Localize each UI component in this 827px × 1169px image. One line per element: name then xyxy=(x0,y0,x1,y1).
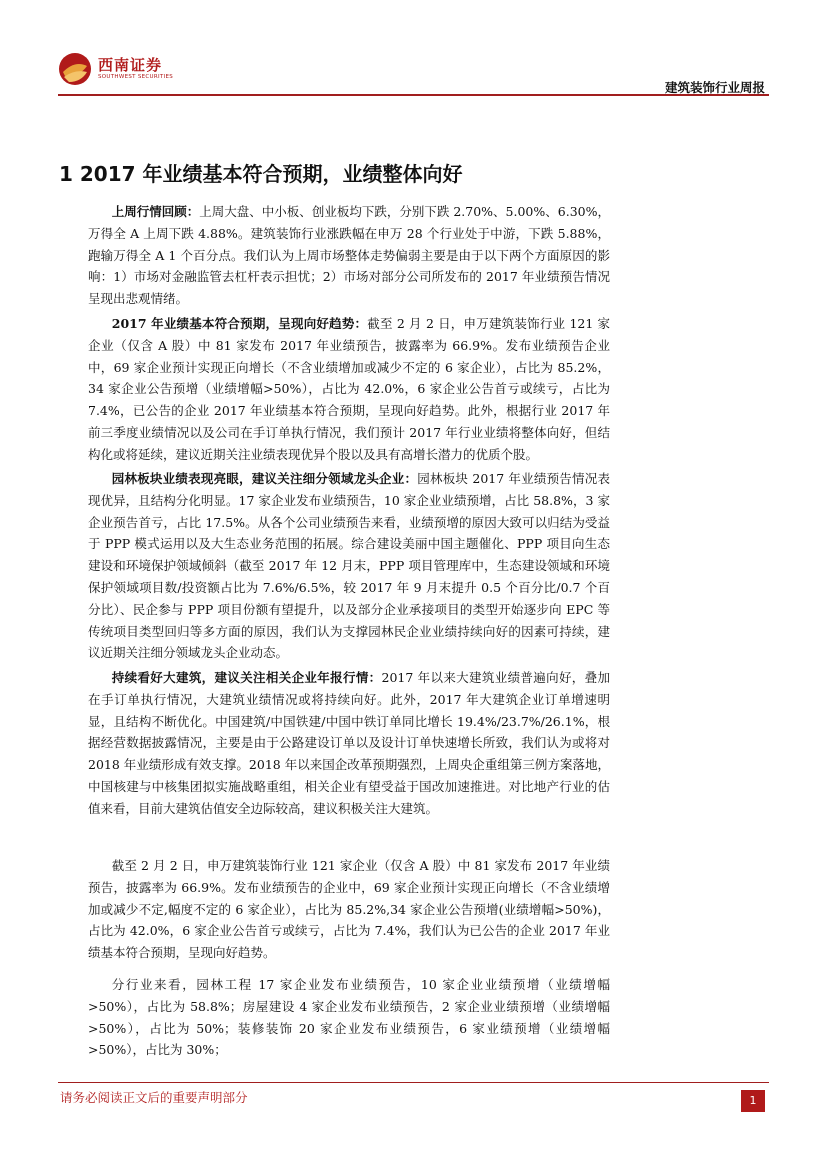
paragraph-lead: 园林板块业绩表现亮眼，建议关注细分领域龙头企业： xyxy=(111,471,418,486)
paragraph-lead: 2017 年业绩基本符合预期，呈现向好趋势： xyxy=(111,316,368,331)
paragraph-body: 园林板块 2017 年业绩预告情况表现优异，且结构分化明显。17 家企业发布业绩预告，10 家企业业绩预增，占比 58.8%，3 家企业预告首亏，占比 17.5%。从各个公司业绩预告来看，业绩预增的原因大致可以归结为受益于 PPP 模式运用以及大生态业务范围的拓展。综合建设美丽中国主题催化、PPP 项目向生态建设和环境保护领域倾斜（截至 2017 年 12 月末，PPP 项目管理库中，生态建设领域和环境保护领域项目数/投资额占比为 7.6%/6.5%，较 2017 年 9 月末提升 0.5 个百分比/0.7 个百分比）、民企参与 PPP 项目份额有望提升，以及部分企业承接项目的类型开始逐步向 EPC 等传统项目类型回归等多方面的原因，我们认为支撑园林民企业业绩持续向好的因素可持续，建议近期关注细分领域龙头企业动态。 xyxy=(88,471,610,661)
logo-text-cn: 西南证券 xyxy=(98,56,163,74)
page-number-badge: 1 xyxy=(741,1090,765,1112)
report-title: 建筑装饰行业周报 xyxy=(664,80,765,95)
paragraph-lead: 持续看好大建筑，建议关注相关企业年报行情： xyxy=(111,670,382,685)
paragraph-market-review xyxy=(88,201,610,310)
logo-emblem-icon xyxy=(58,52,92,86)
paragraph-sub-industry xyxy=(88,974,610,1061)
paragraph-earnings-outlook xyxy=(88,313,610,466)
header-divider xyxy=(58,94,769,96)
paragraph-disclosure-summary xyxy=(88,855,610,964)
paragraph-body: 截至 2 月 2 日，申万建筑装饰行业 121 家企业（仅含 A 股）中 81 家发布 2017 年业绩预告，披露率为 66.9%。发布业绩预告的企业中，69 家企业预计实现正向增长（不含业绩增加或减少不定,幅度不定的 6 家企业），占比为 85.2%,34 家企业公告预增(业绩增幅>50%)，占比为 42.0%，6 家企业公告首亏或续亏，占比为 7.4%，我们认为已公告的企业 2017 年业绩基本符合预期，呈现向好趋势。 xyxy=(88,858,610,961)
company-logo xyxy=(58,50,178,86)
paragraph-body: 分行业来看，园林工程 17 家企业发布业绩预告，10 家企业业绩预增（业绩增幅>50%），占比为 58.8%；房屋建设 4 家企业发布业绩预告，2 家企业业绩预增（业绩增幅>50%），占比为 50%；装修装饰 20 家企业发布业绩预告，6 家业绩预增（业绩增幅>50%），占比为 30%； xyxy=(88,977,610,1058)
footer-divider xyxy=(58,1082,769,1083)
paragraph-lead: 上周行情回顾： xyxy=(111,204,200,219)
paragraph-body: 2017 年以来大建筑业绩普遍向好，叠加在手订单执行情况，大建筑业绩情况或将持续向好。此外，2017 年大建筑企业订单增速明显，且结构不断优化。中国建筑/中国铁建/中国中铁订单同比增长 19.4%/23.7%/26.1%，根据经营数据披露情况，主要是由于公路建设订单以及设计订单快速增长所致，我们认为或将对 2018 年业绩形成有效支撑。2018 年以来国企改革预期强烈，上周央企重组第三例方案落地，中国核建与中核集团拟实施战略重组，相关企业有望受益于国改加速推进。对比地产行业的估值来看，目前大建筑估值安全边际较高，建议积极关注大建筑。 xyxy=(88,670,610,816)
paragraph-landscape-sector xyxy=(88,468,610,664)
paragraph-big-construction xyxy=(88,667,610,820)
paragraph-body: 上周大盘、中小板、创业板均下跌，分别下跌 2.70%、5.00%、6.30%，万得全 A 上周下跌 4.88%。建筑装饰行业涨跌幅在申万 28 个行业处于中游，下跌 5.88%，跑输万得全 A 1 个百分点。我们认为上周市场整体走势偏弱主要是由于以下两个方面原因的影响：1）市场对金融监管去杠杆表示担忧；2）市场对部分公司所发布的 2017 年业绩预告情况呈现出悲观情绪。 xyxy=(88,204,610,307)
paragraph-body: 截至 2 月 2 日，申万建筑装饰行业 121 家企业（仅含 A 股）中 81 家发布 2017 年业绩预告，披露率为 66.9%。发布业绩预告企业中，69 家企业预计实现正向增长（不含业绩增加或减少不定的 6 家企业），占比为 85.2%，34 家企业公告预增（业绩增幅>50%），占比为 42.0%，6 家企业公告首亏或续亏，占比为 7.4%，已公告的企业 2017 年业绩基本符合预期，呈现向好趋势。此外，根据行业 2017 年前三季度业绩情况以及公司在手订单执行情况，我们预计 2017 年行业业绩将整体向好，但结构化或将延续，建议近期关注业绩表现优异个股以及具有高增长潜力的优质个股。 xyxy=(88,316,610,462)
footer-disclaimer: 请务必阅读正文后的重要声明部分 xyxy=(60,1090,248,1105)
logo-text-en: SOUTHWEST SECURITIES xyxy=(98,74,174,80)
section-title: 1 2017 年业绩基本符合预期，业绩整体向好 xyxy=(59,162,463,186)
